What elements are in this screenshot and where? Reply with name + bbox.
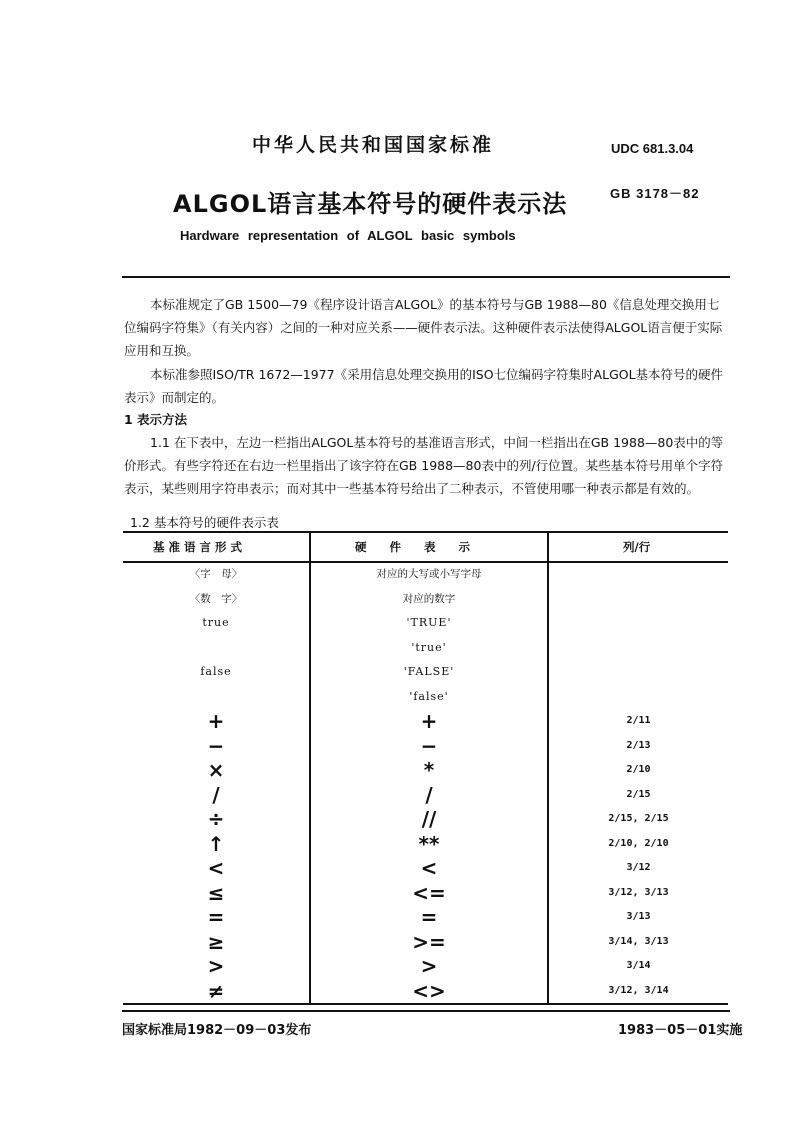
table-row xyxy=(123,660,728,684)
reference-form-cell: 〈字 母〉 xyxy=(189,568,243,580)
reference-form-cell: false xyxy=(200,665,232,678)
table-row xyxy=(123,611,728,635)
table-top-rule xyxy=(123,531,728,533)
udc-code: UDC 681.3.04 xyxy=(611,141,694,156)
hardware-form-cell: 'true' xyxy=(411,640,447,654)
column-row-cell: 2/15, 2/15 xyxy=(608,813,669,824)
intro-paragraph-2: 本标准参照ISO/TR 1672—1977《采用信息处理交换用的ISO七位编码字符集时ALGOL基本符号的硬件表示》而制定的。 xyxy=(124,367,724,405)
section-1-2-heading: 1.2 基本符号的硬件表示表 xyxy=(130,515,279,530)
hardware-form-cell: ** xyxy=(418,831,440,856)
column-row-cell: 2/10, 2/10 xyxy=(608,837,669,849)
table-row xyxy=(123,587,728,611)
table-row xyxy=(123,734,728,758)
hardware-form-cell: 对应的数字 xyxy=(402,592,456,605)
reference-form-cell: > xyxy=(207,954,225,978)
section-1-heading: 1 表示方法 xyxy=(124,412,188,427)
issue-date: 国家标准局1982－09－03发布 xyxy=(122,1023,312,1038)
hardware-form-cell: 'TRUE' xyxy=(406,616,452,629)
table-row xyxy=(123,979,728,1003)
hardware-form-cell: > xyxy=(420,954,438,978)
hardware-form-cell: 对应的大写或小写字母 xyxy=(376,568,482,580)
hardware-form-cell: 'FALSE' xyxy=(403,665,455,678)
reference-form-cell: ÷ xyxy=(207,807,225,831)
reference-form-cell: + xyxy=(207,709,225,733)
table-row xyxy=(123,562,728,586)
hardware-form-cell: 'false' xyxy=(409,689,449,703)
table-row xyxy=(123,954,728,978)
reference-form-cell xyxy=(123,685,309,709)
hardware-form-cell: // xyxy=(421,807,437,831)
symbol-table xyxy=(123,531,728,1005)
column-row-cell xyxy=(549,611,728,635)
intro-paragraph-1: 本标准规定了GB 1500—79《程序设计语言ALGOL》的基本符号与GB 1988—80《信息处理交换用七位编码字符集》（有关内容）之间的一种对应关系——硬件表示法。这种硬件表示法使得ALGOL语言便于实际应用和互换。 xyxy=(124,297,723,358)
hardware-form-cell: / xyxy=(425,782,433,807)
reference-form-cell: ≥ xyxy=(207,929,225,954)
table-row xyxy=(123,856,728,880)
column-row-cell xyxy=(549,562,728,586)
reference-form-cell: ↑ xyxy=(207,831,225,856)
column-row-cell: 3/14 xyxy=(626,960,651,971)
table-header-reference: 基 准 语 言 形 式 xyxy=(153,540,243,554)
column-row-cell xyxy=(549,587,728,611)
column-row-cell: 3/13 xyxy=(626,911,651,922)
table-row xyxy=(123,758,728,782)
table-row xyxy=(123,881,728,905)
section-1-1-paragraph: 1.1 在下表中，左边一栏指出ALGOL基本符号的基准语言形式，中间一栏指出在GB 1988—80表中的等价形式。有些字符还在右边一栏里指出了该字符在GB 1988—80表中的列/行位置。某些基本符号用单个字符表示，某些则用字符串表示；而对其中一些基本符号给出了二种表示，不管使用哪一种表示都是有效的。 xyxy=(124,435,724,496)
column-row-cell xyxy=(549,636,728,660)
hardware-form-cell: * xyxy=(423,758,435,782)
document-title-english: Hardware representation of ALGOL basic symbols xyxy=(180,228,516,243)
table-row xyxy=(123,832,728,856)
column-row-cell: 2/15 xyxy=(626,788,651,800)
document-title-chinese: ALGOL语言基本符号的硬件表示法 xyxy=(173,190,568,218)
hardware-form-cell: >= xyxy=(412,929,446,954)
hardware-form-cell: = xyxy=(420,905,438,929)
table-row xyxy=(123,709,728,733)
table-header-position: 列/行 xyxy=(623,540,651,554)
hardware-form-cell: − xyxy=(420,733,438,758)
column-row-cell xyxy=(549,685,728,709)
issuing-country-standard-header: 中华人民共和国国家标准 xyxy=(252,134,495,156)
effective-date: 1983－05－01实施 xyxy=(618,1023,743,1038)
reference-form-cell xyxy=(123,636,309,660)
column-row-cell: 3/12, 3/14 xyxy=(608,984,669,996)
hardware-form-cell: <= xyxy=(412,880,446,905)
reference-form-cell: / xyxy=(212,782,220,807)
table-row xyxy=(123,685,728,709)
reference-form-cell: − xyxy=(207,733,225,758)
column-row-cell: 2/13 xyxy=(626,739,651,751)
reference-form-cell: ≤ xyxy=(207,880,225,905)
column-row-cell: 2/11 xyxy=(626,715,651,726)
reference-form-cell: ≠ xyxy=(207,978,225,1003)
table-bottom-rule xyxy=(123,1003,728,1005)
hardware-form-cell: < xyxy=(420,856,438,880)
reference-form-cell: < xyxy=(207,856,225,880)
footer-divider xyxy=(122,1010,730,1012)
hardware-form-cell: <> xyxy=(412,978,446,1003)
table-row xyxy=(123,807,728,831)
column-row-cell: 3/12 xyxy=(626,862,651,873)
reference-form-cell: true xyxy=(202,616,230,629)
reference-form-cell: × xyxy=(207,758,225,782)
table-row xyxy=(123,905,728,929)
column-row-cell xyxy=(549,660,728,684)
table-header-hardware: 硬 件 表 示 xyxy=(355,540,470,554)
reference-form-cell: = xyxy=(207,905,225,929)
column-row-cell: 3/14, 3/13 xyxy=(608,935,669,947)
column-row-cell: 2/10 xyxy=(626,764,651,775)
header-divider xyxy=(122,276,730,278)
table-row xyxy=(123,636,728,660)
column-row-cell: 3/12, 3/13 xyxy=(608,886,669,898)
table-row xyxy=(123,783,728,807)
table-row xyxy=(123,930,728,954)
reference-form-cell: 〈数 字〉 xyxy=(189,592,243,605)
hardware-form-cell: + xyxy=(420,709,438,733)
gb-standard-number: GB 3178－82 xyxy=(610,186,700,201)
